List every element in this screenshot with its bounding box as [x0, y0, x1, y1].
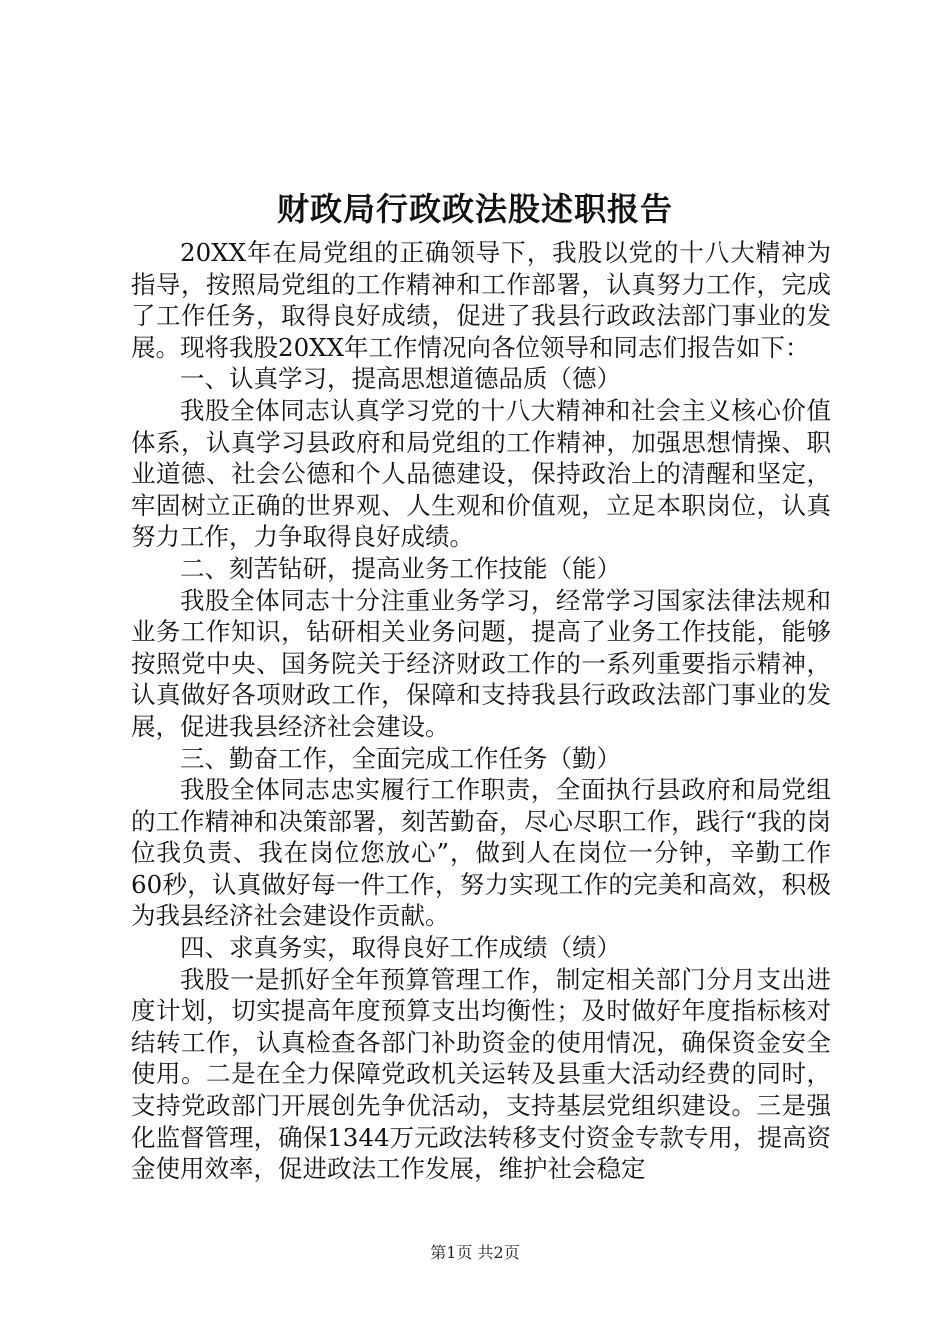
document-body	[131, 237, 831, 1185]
section-heading-3: 三、勤奋工作，全面完成工作任务（勤）	[180, 743, 621, 773]
section-paragraph-4: 我股一是抓好全年预算管理工作，制定相关部门分月支出进度计划，切实提高年度预算支出均衡性；及时做好年度指标核对结转工作，认真检查各部门补助资金的使用情况，确保资金安全使用。二是在全力保障党政机关运转及县重大活动经费的同时，支持党政部门开展创先争优活动，支持基层党组织建设。三是强化监督管理，确保1344万元政法转移支付资金专款专用，提高资金使用效率，促进政法工作发展，维护社会稳定	[131, 964, 831, 1184]
intro-paragraph: 20XX年在局党组的正确领导下，我股以党的十八大精神为指导，按照局党组的工作精神和工作部署，认真努力工作，完成了工作任务，取得良好成绩，促进了我县行政政法部门事业的发展。现将我股20XX年工作情况向各位领导和同志们报告如下：	[131, 238, 831, 362]
section-paragraph-1: 我股全体同志认真学习党的十八大精神和社会主义核心价值体系，认真学习县政府和局党组的工作精神，加强思想情操、职业道德、社会公德和个人品德建设，保持政治上的清醒和坚定，牢固树立正确的世界观、人生观和价值观，立足本职岗位，认真努力工作，力争取得良好成绩。	[131, 395, 831, 552]
document-title: 财政局行政政法股述职报告	[276, 190, 673, 228]
section-paragraph-3: 我股全体同志忠实履行工作职责，全面执行县政府和局党组的工作精神和决策部署，刻苦勤奋，尽心尽职工作，践行“我的岗位我负责、我在岗位您放心”，做到人在岗位一分钟，辛勤工作60秒，认真做好每一件工作，努力实现工作的完美和高效，积极为我县经济社会建设作贡献。	[131, 775, 831, 931]
page-number-footer: 第1页 共2页	[430, 1243, 520, 1262]
section-heading-2: 二、刻苦钻研，提高业务工作技能（能）	[180, 553, 621, 583]
section-heading-1: 一、认真学习，提高思想道德品质（德）	[180, 364, 621, 394]
section-paragraph-2: 我股全体同志十分注重业务学习，经常学习国家法律法规和业务工作知识，钻研相关业务问题，提高了业务工作技能，能够按照党中央、国务院关于经济财政工作的一系列重要指示精神，认真做好各项财政工作，保障和支持我县行政政法部门事业的发展，促进我县经济社会建设。	[131, 585, 831, 741]
section-heading-4: 四、求真务实，取得良好工作成绩（绩）	[180, 933, 621, 963]
